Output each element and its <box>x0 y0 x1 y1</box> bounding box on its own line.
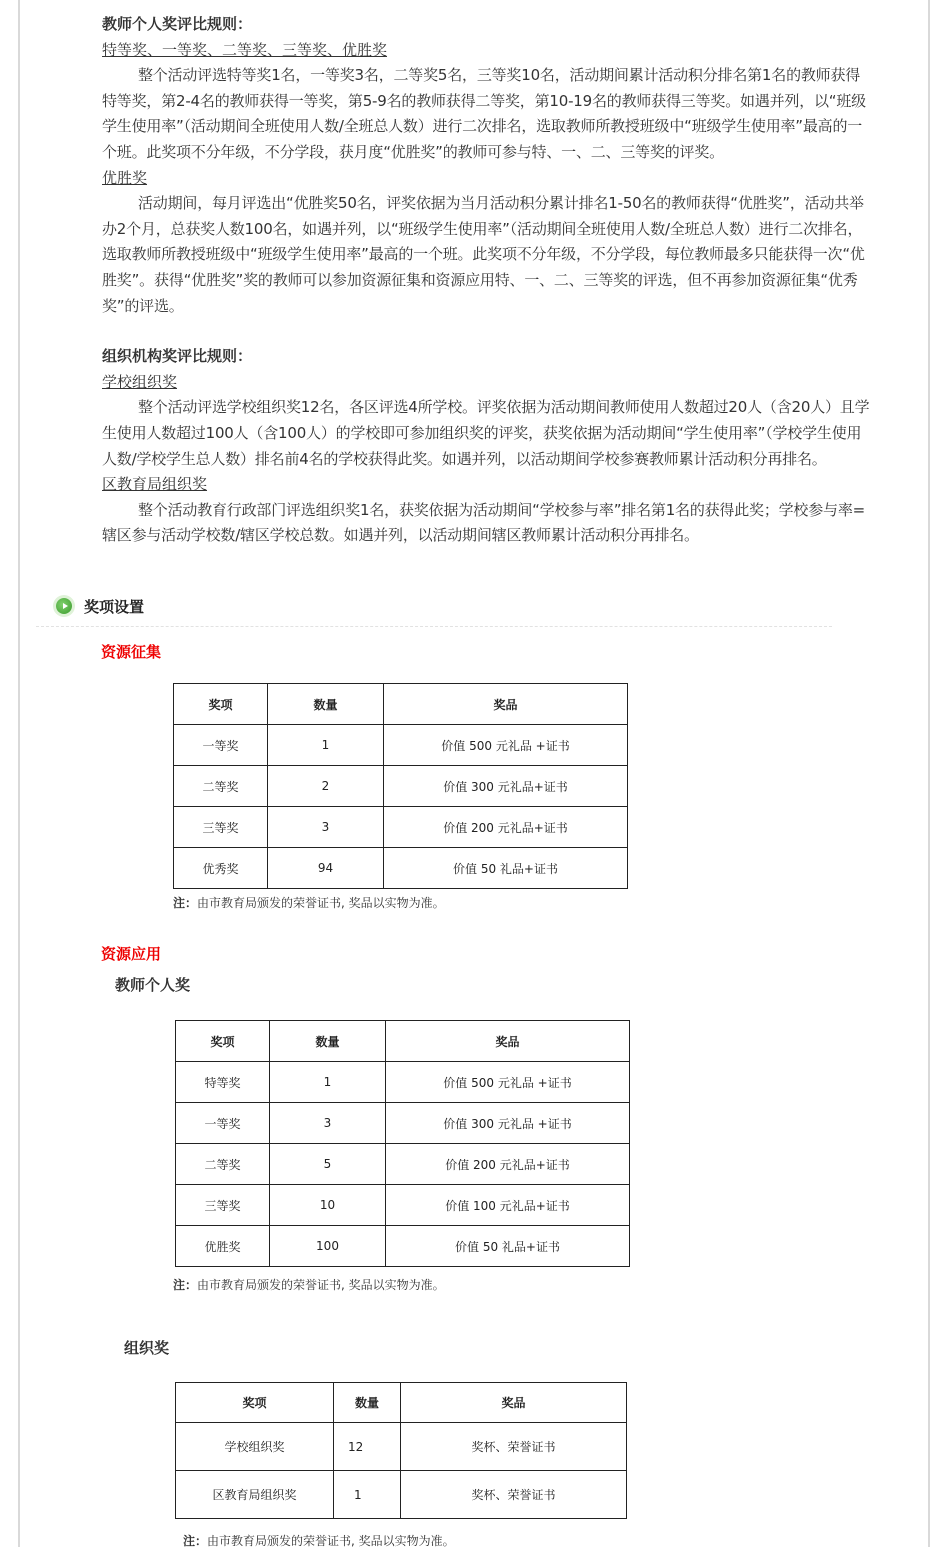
table-cell: 二等奖 <box>176 1144 270 1185</box>
table-cell: 学校组织奖 <box>176 1423 334 1471</box>
table-cell: 价值 100 元礼品+证书 <box>386 1185 630 1226</box>
note-label: 注： <box>173 896 198 910</box>
table-cell: 优胜奖 <box>176 1226 270 1267</box>
table-cell: 3 <box>270 1103 386 1144</box>
table-cell: 三等奖 <box>174 807 268 848</box>
table-cell: 价值 300 元礼品+证书 <box>384 766 628 807</box>
apply-title: 资源应用 <box>101 945 162 963</box>
table-cell: 一等奖 <box>174 725 268 766</box>
table-cell: 价值 50 礼品+证书 <box>386 1226 630 1267</box>
org-rules-paragraph-1: 整个活动评选学校组织奖12名，各区评选4所学校。评奖依据为活动期间教师使用人数超过20人（含20人）且学生使用人数超过100人（含100人）的学校即可参加组织奖的评奖，获奖依据为活动期间“学生使用率”（学校学生使用人数/学校学生总人数）排名前4名的学校获得此奖。如遇并列，以活动期间学校参赛教师累计活动积分再排名。 <box>102 398 870 468</box>
teacher-rules-subtitle-2: 优胜奖 <box>102 168 148 187</box>
org-table <box>175 1382 627 1519</box>
table-cell: 1 <box>268 725 384 766</box>
table-row <box>176 1471 627 1519</box>
table-cell: 奖杯、荣誉证书 <box>401 1423 627 1471</box>
green-play-bullet-icon <box>56 598 72 614</box>
teacher-rules-paragraph-2: 活动期间，每月评选出“优胜奖50名，评奖依据为当月活动积分累计排名1-50名的教师获得“优胜奖”，活动共举办2个月，总获奖人数100名，如遇并列，以“班级学生使用率”（活动期间全班使用人数/全班总人数）进行二次排名，选取教师所教授班级中“班级学生使用率”最高的一个班。此奖项不分年级，不分学段，每位教师最多只能获得一次“优胜奖”。获得“优胜奖”奖的教师可以参加资源征集和资源应用特、一、二、三等奖的评选，但不再参加资源征集“优秀奖”的评选。 <box>102 194 865 315</box>
table-row <box>174 848 628 889</box>
table-row <box>176 1103 630 1144</box>
note-text: 由市教育局颁发的荣誉证书, 奖品以实物为准。 <box>197 896 445 910</box>
collect-table <box>173 683 628 889</box>
table-cell: 2 <box>268 766 384 807</box>
table-header-cell: 奖品 <box>401 1383 627 1423</box>
table-cell: 价值 300 元礼品 +证书 <box>386 1103 630 1144</box>
table-cell: 一等奖 <box>176 1103 270 1144</box>
table-cell: 12 <box>334 1423 401 1471</box>
table-cell: 价值 500 元礼品 +证书 <box>386 1062 630 1103</box>
table-header-row <box>176 1021 630 1062</box>
org-rules-title: 组织机构奖评比规则： <box>102 347 253 366</box>
note-label: 注： <box>173 1278 198 1292</box>
table-cell: 奖杯、荣誉证书 <box>401 1471 627 1519</box>
table-cell: 价值 500 元礼品 +证书 <box>384 725 628 766</box>
table-cell: 二等奖 <box>174 766 268 807</box>
table-row <box>174 807 628 848</box>
awards-section-title: 奖项设置 <box>84 597 145 616</box>
teacher-award-title: 教师个人奖 <box>115 976 191 994</box>
table-cell: 100 <box>270 1226 386 1267</box>
table-header-row <box>174 684 628 725</box>
table-row <box>176 1185 630 1226</box>
table-cell: 3 <box>268 807 384 848</box>
org-award-title: 组织奖 <box>124 1339 170 1357</box>
table-cell: 特等奖 <box>176 1062 270 1103</box>
table-cell: 10 <box>270 1185 386 1226</box>
table-cell: 区教育局组织奖 <box>176 1471 334 1519</box>
table-header-cell: 数量 <box>270 1021 386 1062</box>
teacher-rules-subtitle-1: 特等奖、一等奖、二等奖、三等奖、优胜奖 <box>102 40 388 59</box>
table-cell: 价值 200 元礼品+证书 <box>384 807 628 848</box>
table-cell: 94 <box>268 848 384 889</box>
table-header-cell: 奖项 <box>174 684 268 725</box>
section-divider <box>36 626 832 627</box>
org-rules-subtitle-2: 区教育局组织奖 <box>102 475 208 494</box>
table-row <box>176 1423 627 1471</box>
note-text: 由市教育局颁发的荣誉证书, 奖品以实物为准。 <box>207 1534 455 1548</box>
table-header-cell: 奖项 <box>176 1021 270 1062</box>
note-text: 由市教育局颁发的荣誉证书, 奖品以实物为准。 <box>197 1278 445 1292</box>
table-cell: 优秀奖 <box>174 848 268 889</box>
table-row <box>176 1062 630 1103</box>
collect-note <box>173 894 445 911</box>
table-cell: 1 <box>270 1062 386 1103</box>
teacher-rules-paragraph-1: 整个活动评选特等奖1名，一等奖3名，二等奖5名，三等奖10名，活动期间累计活动积分排名第1名的教师获得特等奖，第2-4名的教师获得一等奖，第5-9名的教师获得二等奖，第10-19名的教师获得三等奖。如遇并列，以“班级学生使用率”（活动期间全班使用人数/全班总人数）进行二次排名，选取教师所教授班级中“班级学生使用率”最高的一个班。此奖项不分年级，不分学段，获月度“优胜奖”的教师可参与特、一、二、三等奖的评奖。 <box>102 66 866 161</box>
awards-section-header <box>56 594 144 618</box>
table-header-cell: 奖品 <box>386 1021 630 1062</box>
org-rules-subtitle-1: 学校组织奖 <box>102 372 178 391</box>
rules-section <box>102 12 870 549</box>
table-header-cell: 奖品 <box>384 684 628 725</box>
org-rules-paragraph-2: 整个活动教育行政部门评选组织奖1名，获奖依据为活动期间“学校参与率”排名第1名的获得此奖；学校参与率=辖区参与活动学校数/辖区学校总数。如遇并列，以活动期间辖区教师累计活动积分再排名。 <box>102 500 866 545</box>
table-row <box>176 1226 630 1267</box>
note-label: 注： <box>183 1534 208 1548</box>
table-header-cell: 奖项 <box>176 1383 334 1423</box>
table-row <box>174 766 628 807</box>
teacher-rules-title: 教师个人奖评比规则： <box>102 15 253 33</box>
table-cell: 三等奖 <box>176 1185 270 1226</box>
table-row <box>176 1144 630 1185</box>
table-row <box>174 725 628 766</box>
table-header-cell: 数量 <box>334 1383 401 1423</box>
table-cell: 价值 200 元礼品+证书 <box>386 1144 630 1185</box>
table-cell: 5 <box>270 1144 386 1185</box>
apply-note <box>173 1276 445 1293</box>
table-cell: 1 <box>334 1471 401 1519</box>
apply-teacher-table <box>175 1020 630 1267</box>
collect-title: 资源征集 <box>101 643 162 661</box>
table-header-cell: 数量 <box>268 684 384 725</box>
org-note <box>183 1532 455 1549</box>
table-cell: 价值 50 礼品+证书 <box>384 848 628 889</box>
table-header-row <box>176 1383 627 1423</box>
